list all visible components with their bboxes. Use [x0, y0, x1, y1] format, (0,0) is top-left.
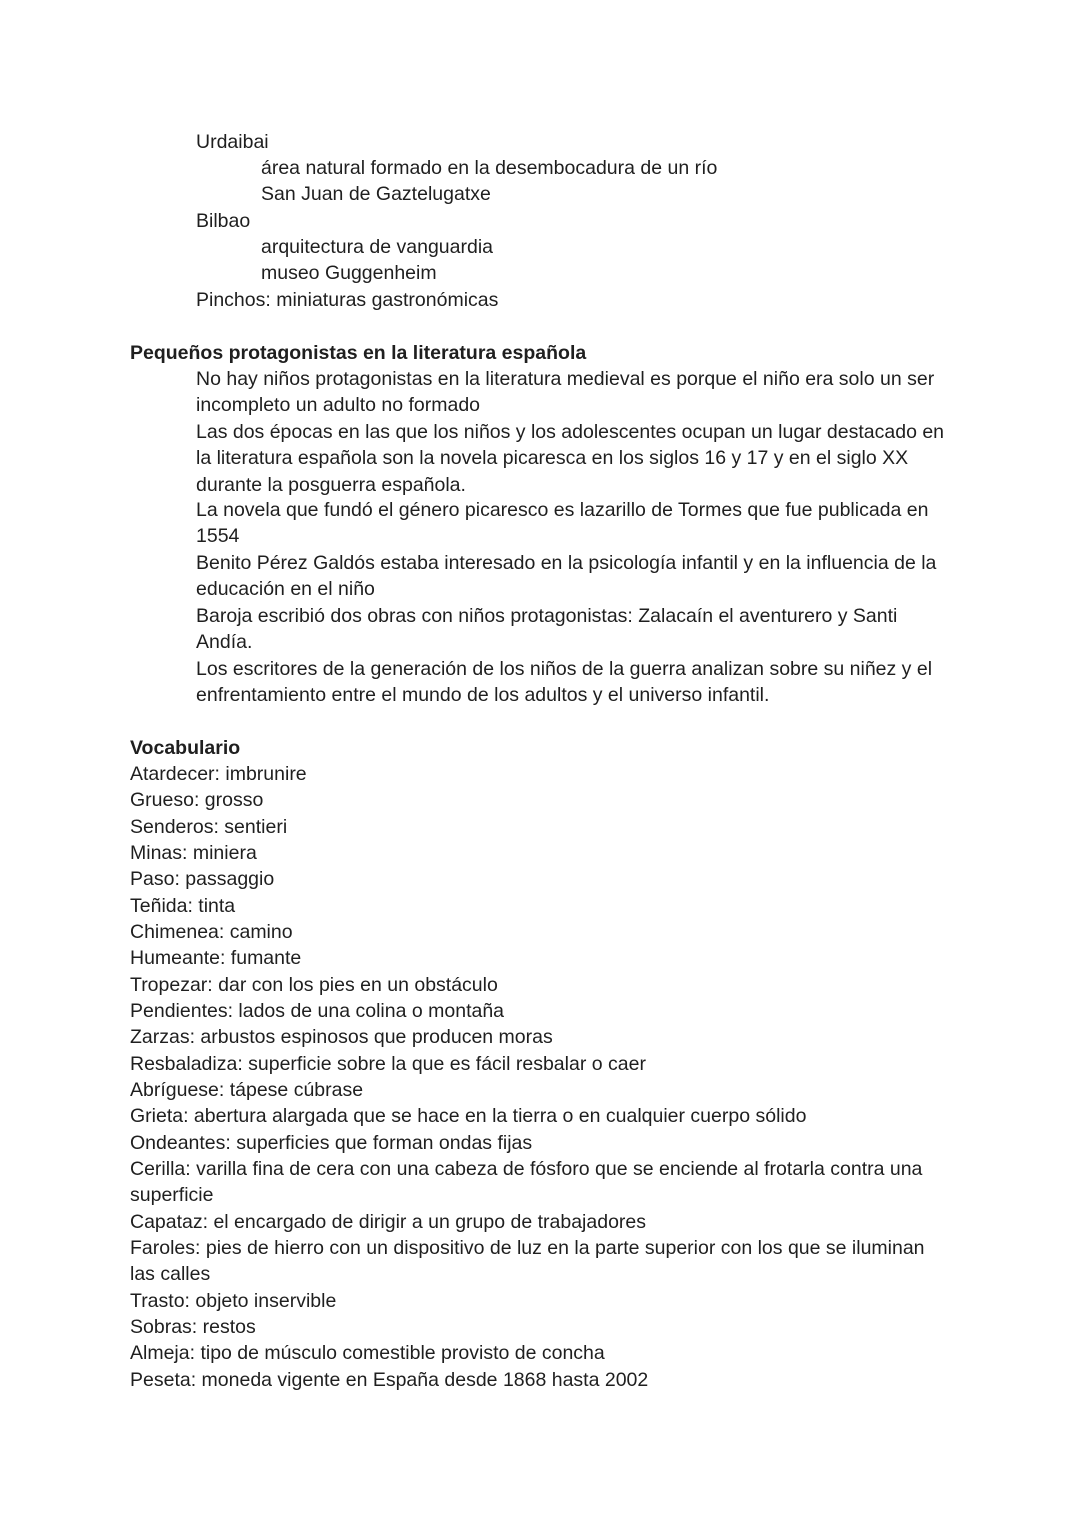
vocabulary-item: Pendientes: lados de una colina o montaña — [130, 1000, 505, 1022]
literature-paragraph: Los escritores de la generación de los niños de la guerra analizan sobre su niñez y el enfrentamiento entre el mundo de los adultos y el universo infantil. — [196, 658, 933, 707]
vocabulary-item: Ondeantes: superficies que forman ondas fijas — [130, 1132, 533, 1154]
literature-paragraph: Las dos épocas en las que los niños y los adolescentes ocupan un lugar destacado en la literatura española son la novela picaresca en los siglos 16 y 17 y en el siglo XX durante la posguerra española. — [196, 421, 945, 496]
vocabulary-item: Teñida: tinta — [130, 895, 236, 917]
vocabulary-item: Sobras: restos — [130, 1316, 256, 1338]
vocabulary-item: Faroles: pies de hierro con un dispositivo de luz en la parte superior con los que se iluminan — [130, 1237, 925, 1259]
literature-paragraph: Baroja escribió dos obras con niños protagonistas: Zalacaín el aventurero y Santi Andía. — [196, 605, 898, 654]
urdaibai-item: San Juan de Gaztelugatxe — [261, 183, 491, 205]
bilbao-item: arquitectura de vanguardia — [261, 236, 493, 258]
vocabulary-item: Atardecer: imbrunire — [130, 763, 307, 785]
vocabulary-item: Resbaladiza: superficie sobre la que es fácil resbalar o caer — [130, 1053, 646, 1075]
vocabulary-item: Senderos: sentieri — [130, 816, 288, 838]
vocabulary-item: Paso: passaggio — [130, 868, 275, 890]
vocabulary-item: Capataz: el encargado de dirigir a un grupo de trabajadores — [130, 1211, 647, 1233]
vocabulary-item: Chimenea: camino — [130, 921, 293, 943]
literature-paragraph: Benito Pérez Galdós estaba interesado en la psicología infantil y en la influencia de la educación en el niño — [196, 552, 937, 601]
urdaibai-item: área natural formado en la desembocadura de un río — [261, 157, 718, 179]
vocabulary-item: Trasto: objeto inservible — [130, 1290, 337, 1312]
vocabulary-item: Humeante: fumante — [130, 947, 302, 969]
vocabulary-item: Peseta: moneda vigente en España desde 1868 hasta 2002 — [130, 1369, 649, 1391]
bilbao-item: museo Guggenheim — [261, 262, 437, 284]
vocabulary-item: Cerilla: varilla fina de cera con una cabeza de fósforo que se enciende al frotarla contra una — [130, 1158, 923, 1180]
pinchos-line: Pinchos: miniaturas gastronómicas — [196, 289, 499, 311]
vocabulary-item: Minas: miniera — [130, 842, 257, 864]
vocabulary-item: Grueso: grosso — [130, 789, 264, 811]
vocabulary-item: Grieta: abertura alargada que se hace en la tierra o en cualquier cuerpo sólido — [130, 1105, 807, 1127]
vocabulary-item: Tropezar: dar con los pies en un obstáculo — [130, 974, 498, 996]
vocabulary-item: Zarzas: arbustos espinosos que producen moras — [130, 1026, 553, 1048]
literature-paragraph: No hay niños protagonistas en la literatura medieval es porque el niño era solo un ser incompleto un adulto no formado — [196, 368, 935, 417]
literature-heading: Pequeños protagonistas en la literatura española — [130, 342, 587, 364]
urdaibai-label: Urdaibai — [196, 131, 269, 153]
vocabulary-item: Abríguese: tápese cúbrase — [130, 1079, 364, 1101]
vocabulary-heading: Vocabulario — [130, 737, 241, 759]
bilbao-label: Bilbao — [196, 210, 251, 232]
vocabulary-item: Almeja: tipo de músculo comestible provisto de concha — [130, 1342, 605, 1364]
vocabulary-item: superficie — [130, 1184, 214, 1206]
literature-paragraph: La novela que fundó el género picaresco es lazarillo de Tormes que fue publicada en 1554 — [196, 499, 929, 548]
vocabulary-item: las calles — [130, 1263, 211, 1285]
